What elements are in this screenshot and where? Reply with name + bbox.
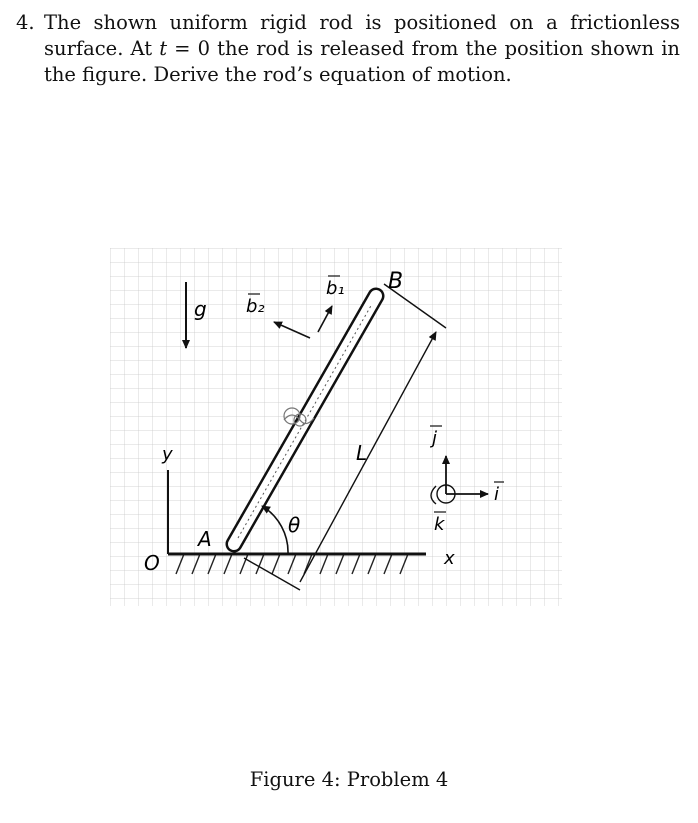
problem-text xyxy=(44,10,680,88)
problem-number: 4. xyxy=(16,11,35,34)
label-k: k xyxy=(434,514,445,535)
label-g: g xyxy=(194,297,207,321)
label-A: A xyxy=(198,527,212,551)
grid-background xyxy=(110,248,562,606)
problem-text-part2: = 0 the rod is released from the position shown in the figure. Derive the rod’s equation of motion. xyxy=(44,37,680,86)
label-theta: θ xyxy=(288,513,301,537)
label-y: y xyxy=(162,444,173,465)
label-x: x xyxy=(444,548,455,569)
label-j: j xyxy=(432,428,438,449)
label-B: B xyxy=(388,269,404,294)
problem-text-part1: The shown uniform rigid rod is positioned on a frictionless surface. At xyxy=(44,11,680,60)
label-b1: b₁ xyxy=(326,278,345,299)
label-i: i xyxy=(494,484,500,505)
time-symbol: t xyxy=(159,37,168,60)
figure-caption: Figure 4: Problem 4 xyxy=(249,768,449,791)
problem-statement xyxy=(16,10,680,88)
rod-diagram xyxy=(110,248,562,606)
label-L: L xyxy=(356,441,368,465)
label-b2: b₂ xyxy=(246,296,265,317)
problem-figure xyxy=(110,248,562,606)
label-origin: O xyxy=(144,551,160,575)
